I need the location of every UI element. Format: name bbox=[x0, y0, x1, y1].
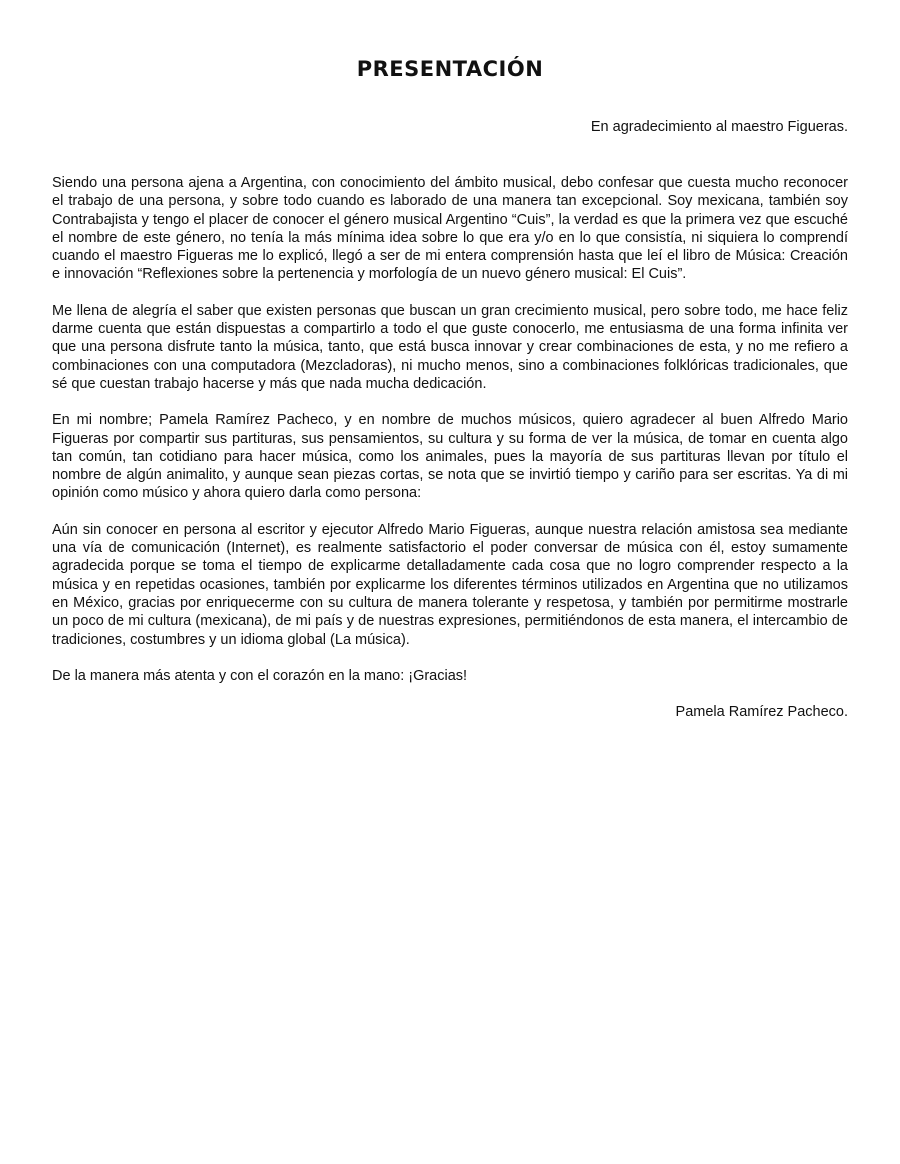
paragraph-2: Me llena de alegría el saber que existen personas que buscan un gran crecimiento musical, pero sobre todo, me hace feliz darme cuenta que están dispuestas a compartirlo a todo el que guste conocerlo, me entusiasma de una forma infinita ver que una persona disfrute tanto la música, tanto, que está busca innovar y crear combinaciones de esta, y no me refiero a combinaciones con una computadora (Mezcladoras), ni mucho menos, sino a combinaciones folklóricas tradicionales, que sé que cuestan trabajo hacerse y más que nada mucha dedicación. bbox=[52, 302, 848, 392]
body-text bbox=[52, 174, 848, 685]
signature: Pamela Ramírez Pacheco. bbox=[675, 704, 848, 721]
dedication-line: En agradecimiento al maestro Figueras. bbox=[590, 119, 848, 135]
page-title: PRESENTACIÓN bbox=[356, 57, 544, 81]
document-page bbox=[52, 54, 848, 721]
paragraph-3: En mi nombre; Pamela Ramírez Pacheco, y en nombre de muchos músicos, quiero agradecer al buen Alfredo Mario Figueras por compartir sus partituras, sus pensamientos, su cultura y su forma de ver la música, de tomar en cuenta algo tan común, tan cotidiano para hacer música, como los animales, pues la mayoría de sus partituras llevan por título el nombre de algún animalito, y aunque sean piezas cortas, se nota que se invirtió tiempo y cariño para ser escritas. Ya di mi opinión como músico y ahora quiero darla como persona: bbox=[52, 412, 848, 502]
paragraph-1: Siendo una persona ajena a Argentina, con conocimiento del ámbito musical, debo confesar que cuesta mucho reconocer el trabajo de una persona, y sobre todo cuando es laborado de una manera tan excepcional. Soy mexicana, también soy Contrabajista y tengo el placer de conocer el género musical Argentino “Cuis”, la verdad es que la primera vez que escuché el nombre de este género, no tenía la más mínima idea sobre lo que era y/o en lo que consistía, ni siquiera lo comprendí cuando el maestro Figueras me lo explicó, llegó a ser de mi entera comprensión hasta que leí el libro de Música: Creación e innovación “Reflexiones sobre la pertenencia y morfología de un nuevo género musical: El Cuis”. bbox=[52, 175, 848, 283]
closing-line: De la manera más atenta y con el corazón en la mano: ¡Gracias! bbox=[52, 667, 468, 684]
paragraph-4: Aún sin conocer en persona al escritor y ejecutor Alfredo Mario Figueras, aunque nuestra relación amistosa sea mediante una vía de comunicación (Internet), es realmente satisfactorio el poder conversar de música con él, estoy sumamente agradecida porque se toma el tiempo de explicarme detalladamente cada cosa que no logro comprender respecto a la música y en repetidas ocasiones, también por explicarme los diferentes términos utilizados en Argentina que no utilizamos en México, gracias por enriquecerme con su cultura de manera tolerante y respetosa, y también por permitirme mostrarle un poco de mi cultura (mexicana), de mi país y de nuestras expresiones, permitiéndonos de esta manera, el intercambio de tradiciones, costumbres y un idioma global (La música). bbox=[52, 521, 848, 648]
